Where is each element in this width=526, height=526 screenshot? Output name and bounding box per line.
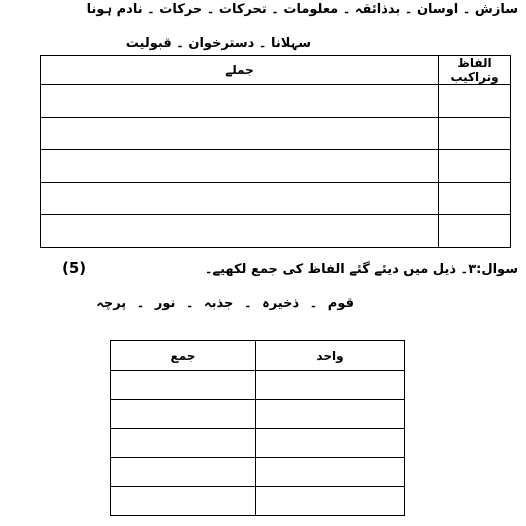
sentence-cell (41, 182, 439, 215)
table-row (41, 85, 511, 118)
sentence-cell (41, 215, 439, 248)
table-header-row (111, 341, 405, 371)
sentence-cell (41, 117, 439, 150)
word-cell (439, 182, 511, 215)
word-cell (439, 215, 511, 248)
sentence-cell (41, 150, 439, 183)
table-row (41, 215, 511, 248)
singular-cell (256, 371, 405, 400)
header-sentences: جملے (41, 56, 439, 85)
table-row (41, 150, 511, 183)
word-cell (439, 150, 511, 183)
table-row (41, 182, 511, 215)
header-plural: جمع (111, 341, 256, 371)
word-list-line-1: سازش ۔ اوسان ۔ بدذائقہ ۔ معلومات ۔ تحرکات ۔ حرکات ۔ نادم ہونا (86, 2, 518, 17)
table-row (111, 487, 405, 516)
table-row (111, 371, 405, 400)
singular-cell (256, 487, 405, 516)
plural-cell (111, 429, 256, 458)
question-3-word-list: قوم ۔ ذخیرہ ۔ جذبہ ۔ نور ۔ پرچہ (96, 296, 354, 311)
table-row (111, 400, 405, 429)
plural-cell (111, 487, 256, 516)
table-row (111, 458, 405, 487)
table-row (111, 429, 405, 458)
question-3-text: سوال:۳۔ ذیل میں دیئے گئے الفاظ کی جمع لکھیے۔ (204, 262, 518, 277)
plural-cell (111, 458, 256, 487)
word-list-line-2: سہلانا ۔ دسترخوان ۔ قبولیت (125, 36, 311, 51)
sentence-cell (41, 85, 439, 118)
plural-cell (111, 400, 256, 429)
sentences-table (40, 55, 511, 248)
singular-cell (256, 400, 405, 429)
table-header-row (41, 56, 511, 85)
word-cell (439, 117, 511, 150)
question-3-marks: (5) (62, 259, 87, 277)
singular-cell (256, 429, 405, 458)
header-singular: واحد (256, 341, 405, 371)
header-words-phrases: الفاظ وتراکیب (439, 56, 511, 85)
plural-cell (111, 371, 256, 400)
table-row (41, 117, 511, 150)
singular-cell (256, 458, 405, 487)
word-cell (439, 85, 511, 118)
plurals-table (110, 340, 405, 516)
